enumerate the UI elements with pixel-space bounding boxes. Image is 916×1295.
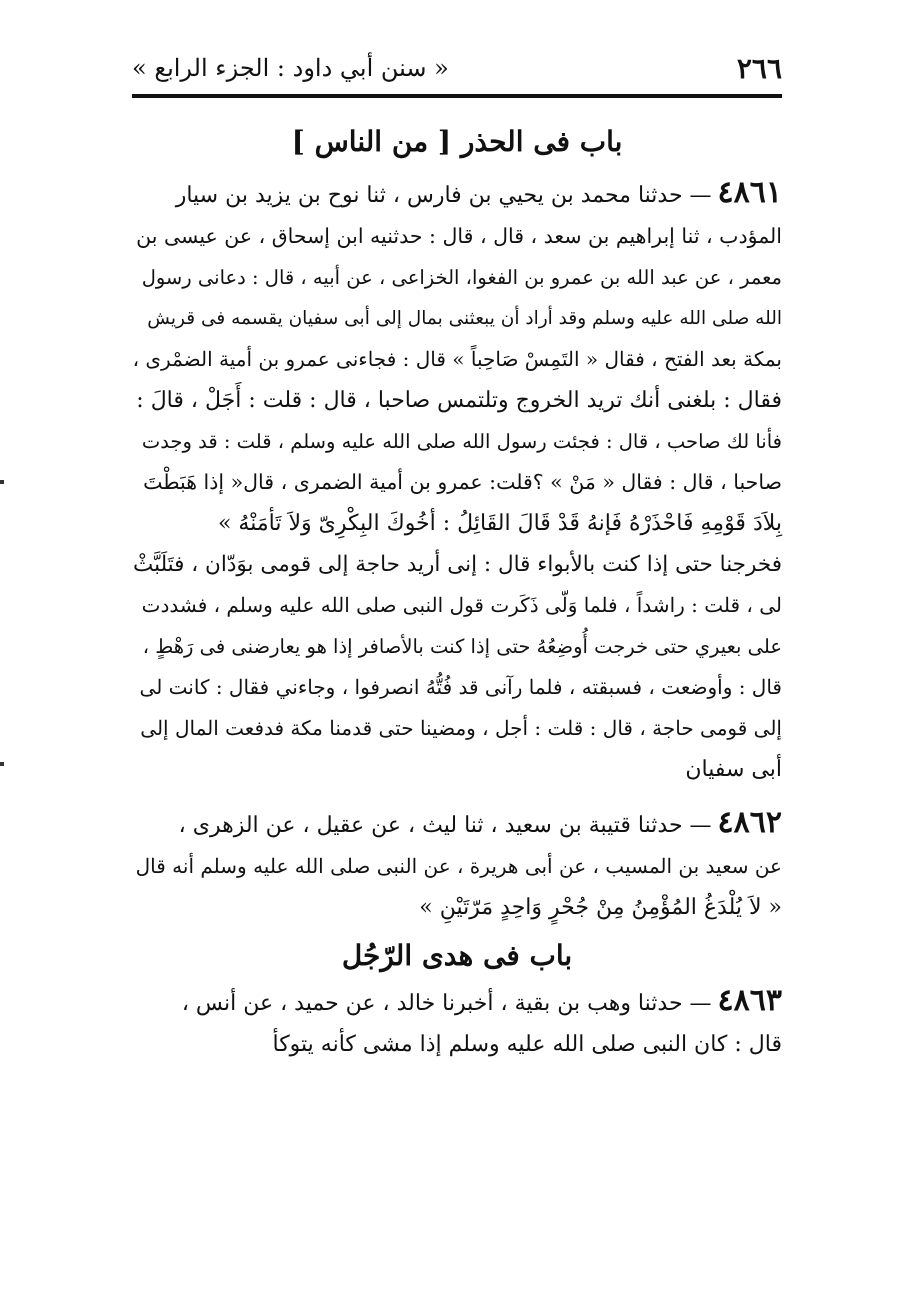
hadith-line: المؤدب ، ثنا إبراهيم بن سعد ، قال ، قال : حدثنيه ابن إسحاق ، عن عيسى بن [136, 224, 782, 248]
hadith-line: قال : كان النبى صلى الله عليه وسلم إذا مشى كأنه يتوكأ [272, 1032, 782, 1057]
hadith-number: ٤٨٦٣ [717, 983, 782, 1018]
hadith-number: ٤٨٦٢ [717, 805, 782, 840]
running-title: « سنن أبي داود : الجزء الرابع » [132, 54, 449, 82]
page-body [132, 118, 782, 1065]
hadith-line: فأنا لك صاحب ، قال : فجئت رسول الله صلى الله عليه وسلم ، قلت : قد وجدت [141, 430, 782, 453]
header-rule [132, 94, 782, 98]
scan-edge-mark [0, 480, 4, 484]
hadith-line [132, 802, 782, 846]
hadith-line: معمر ، عن عبد الله بن عمرو بن الفغوا، الخزاعى ، عن أبيه ، قال : دعانى رسول [141, 266, 782, 289]
hadith-number: ٤٨٦١ [717, 175, 782, 210]
hadith-line: فقال : بلغنى أنك تريد الخروج وتلتمس صاحبا ، قال : قلت : أَجَلْ ، قالَ : [136, 388, 782, 413]
hadith-line: قال : وأوضعت ، فسبقته ، فلما رآنى قد فُتُّهُ انصرفوا ، وجاءني فقال : كانت لى [139, 675, 782, 699]
hadith-4861 [132, 172, 782, 790]
hadith-line: صاحبا ، قال : فقال « مَنْ » ؟قلت: عمرو بن أمية الضمرى ، قال« إذا هَبَطْتَ [143, 470, 782, 494]
chapter-title-conduct: باب فى هدى الرّجُل [341, 939, 573, 972]
hadith-line [132, 980, 782, 1024]
hadith-line: أبى سفيان [685, 757, 782, 782]
hadith-line: بِلاَدَ قَوْمِهِ فَاحْذَرْهُ فَإنهُ قَدْ قَالَ القَائِلُ : أخُوكَ البِكْرِىّ وَلاَ تَأمَنْهُ » [217, 511, 782, 536]
hadith-text: — حدثنا وهب بن بقية ، أخبرنا خالد ، عن حميد ، عن أنس ، [181, 991, 712, 1016]
page-number: ٢٦٦ [736, 51, 782, 85]
hadith-line: على بعيري حتى خرجت أُوضِعُهُ حتى إذا كنت بالأصافر إذا هو يعارضنى فى رَهْطٍ ، [142, 635, 782, 658]
hadith-text: — حدثنا محمد بن يحيي بن فارس ، ثنا نوح بن يزيد بن سيار [175, 183, 712, 208]
hadith-line: إلى قومى حاجة ، قال : قلت : أجل ، ومضينا حتى قدمنا مكة فدفعت المال إلى [140, 716, 782, 740]
hadith-text: — حدثنا قتيبة بن سعيد ، ثنا ليث ، عن عقيل ، عن الزهرى ، [178, 813, 712, 838]
hadith-4862 [132, 802, 782, 928]
hadith-line: الله صلى الله عليه وسلم وقد أراد أن يبعثنى بمال إلى أبى سفيان يقسمه فى قريش [147, 308, 782, 329]
hadith-line [132, 172, 782, 216]
hadith-line: عن سعيد بن المسيب ، عن أبى هريرة ، عن النبى صلى الله عليه وسلم أنه قال [135, 854, 782, 878]
hadith-line: « لاَ يُلْدَغُ المُؤْمِنُ مِنْ جُحْرٍ وَاحِدٍ مَرّتَيْنِ » [419, 895, 782, 920]
hadith-line: بمكة بعد الفتح ، فقال « التَمِسْ صَاحِباً » قال : فجاءنى عمرو بن أمية الضمْرى ، [132, 347, 782, 371]
page-header [132, 50, 782, 86]
chapter-title-caution: باب فى الحذر [ من الناس ] [291, 125, 623, 158]
scan-edge-mark [0, 762, 4, 766]
hadith-4863 [132, 980, 782, 1065]
hadith-line: فخرجنا حتى إذا كنت بالأبواء قال : إنى أريد حاجة إلى قومى بوَدّان ، فتَلَبَّثْ [132, 552, 782, 577]
hadith-line: لى ، قلت : راشداً ، فلما وَلّى ذَكَرت قول النبى صلى الله عليه وسلم ، فشددت [141, 593, 782, 617]
